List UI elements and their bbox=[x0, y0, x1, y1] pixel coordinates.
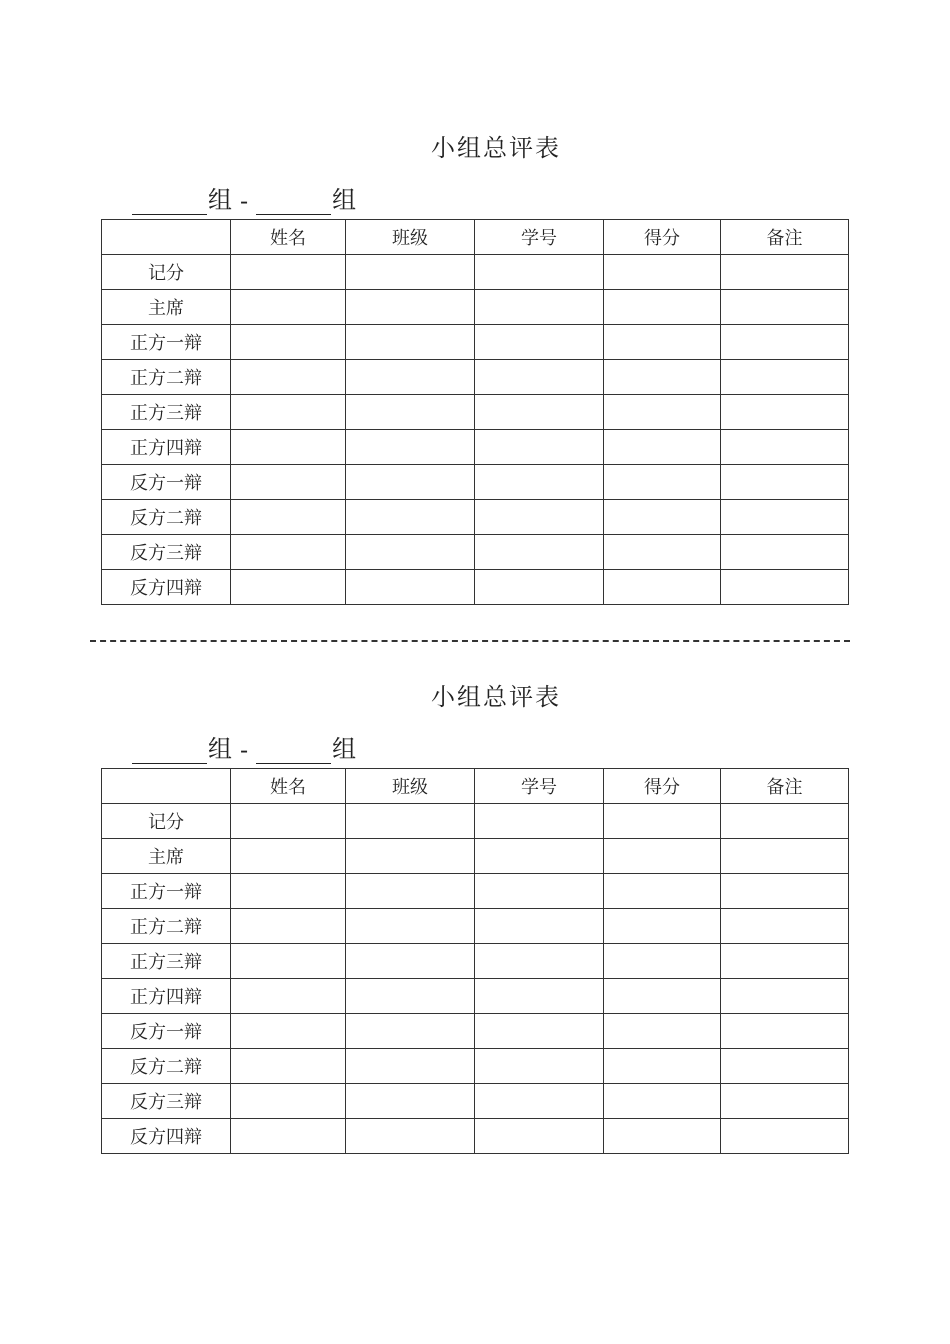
header-cell: 备注 bbox=[721, 769, 849, 804]
score-cell[interactable] bbox=[604, 465, 721, 500]
student-id-cell[interactable] bbox=[475, 1014, 604, 1049]
student-id-cell[interactable] bbox=[475, 1119, 604, 1154]
table-row bbox=[102, 944, 849, 979]
name-cell[interactable] bbox=[231, 1119, 346, 1154]
row-label: 反方三辩 bbox=[102, 1084, 231, 1119]
row-label: 反方一辩 bbox=[102, 1014, 231, 1049]
score-cell[interactable] bbox=[604, 255, 721, 290]
name-cell[interactable] bbox=[231, 395, 346, 430]
class-cell[interactable] bbox=[346, 325, 475, 360]
table-row bbox=[102, 325, 849, 360]
header-cell bbox=[102, 769, 231, 804]
student-id-cell[interactable] bbox=[475, 874, 604, 909]
score-cell[interactable] bbox=[604, 395, 721, 430]
row-label: 正方一辩 bbox=[102, 874, 231, 909]
table-row bbox=[102, 1014, 849, 1049]
name-cell[interactable] bbox=[231, 500, 346, 535]
name-cell[interactable] bbox=[231, 430, 346, 465]
remarks-cell[interactable] bbox=[721, 465, 849, 500]
group-b-blank[interactable] bbox=[256, 186, 331, 215]
name-cell[interactable] bbox=[231, 909, 346, 944]
table-header-row bbox=[102, 220, 849, 255]
group-a-blank[interactable] bbox=[132, 735, 207, 764]
score-cell[interactable] bbox=[604, 909, 721, 944]
class-cell[interactable] bbox=[346, 360, 475, 395]
remarks-cell[interactable] bbox=[721, 839, 849, 874]
remarks-cell[interactable] bbox=[721, 500, 849, 535]
name-cell[interactable] bbox=[231, 325, 346, 360]
header-cell: 姓名 bbox=[231, 220, 346, 255]
class-cell[interactable] bbox=[346, 1014, 475, 1049]
name-cell[interactable] bbox=[231, 1014, 346, 1049]
row-label: 正方一辩 bbox=[102, 325, 231, 360]
header-cell bbox=[102, 220, 231, 255]
row-label: 正方二辩 bbox=[102, 360, 231, 395]
table-row bbox=[102, 535, 849, 570]
name-cell[interactable] bbox=[231, 804, 346, 839]
row-label: 主席 bbox=[102, 290, 231, 325]
student-id-cell[interactable] bbox=[475, 839, 604, 874]
row-label: 反方三辩 bbox=[102, 535, 231, 570]
class-cell[interactable] bbox=[346, 979, 475, 1014]
group-b-suffix: 组 bbox=[332, 186, 357, 214]
row-label: 正方四辩 bbox=[102, 430, 231, 465]
table-row bbox=[102, 500, 849, 535]
student-id-cell[interactable] bbox=[475, 1084, 604, 1119]
name-cell[interactable] bbox=[231, 874, 346, 909]
group-b-blank[interactable] bbox=[256, 735, 331, 764]
score-table bbox=[101, 219, 849, 605]
row-label: 反方一辩 bbox=[102, 465, 231, 500]
table-row bbox=[102, 839, 849, 874]
class-cell[interactable] bbox=[346, 535, 475, 570]
cut-line-divider bbox=[90, 640, 850, 642]
student-id-cell[interactable] bbox=[475, 909, 604, 944]
class-cell[interactable] bbox=[346, 944, 475, 979]
row-label: 正方四辩 bbox=[102, 979, 231, 1014]
score-cell[interactable] bbox=[604, 1119, 721, 1154]
table-row bbox=[102, 290, 849, 325]
remarks-cell[interactable] bbox=[721, 395, 849, 430]
class-cell[interactable] bbox=[346, 909, 475, 944]
student-id-cell[interactable] bbox=[475, 944, 604, 979]
class-cell[interactable] bbox=[346, 395, 475, 430]
score-cell[interactable] bbox=[604, 804, 721, 839]
row-label: 反方四辩 bbox=[102, 570, 231, 605]
student-id-cell[interactable] bbox=[475, 290, 604, 325]
remarks-cell[interactable] bbox=[721, 1049, 849, 1084]
remarks-cell[interactable] bbox=[721, 944, 849, 979]
name-cell[interactable] bbox=[231, 1049, 346, 1084]
header-cell: 学号 bbox=[475, 769, 604, 804]
header-cell: 学号 bbox=[475, 220, 604, 255]
remarks-cell[interactable] bbox=[721, 804, 849, 839]
group-a-suffix: 组 bbox=[208, 735, 232, 763]
remarks-cell[interactable] bbox=[721, 535, 849, 570]
student-id-cell[interactable] bbox=[475, 1049, 604, 1084]
remarks-cell[interactable] bbox=[721, 979, 849, 1014]
score-cell[interactable] bbox=[604, 325, 721, 360]
class-cell[interactable] bbox=[346, 290, 475, 325]
score-cell[interactable] bbox=[604, 944, 721, 979]
score-cell[interactable] bbox=[604, 570, 721, 605]
sheet-title: 小组总评表 bbox=[431, 134, 561, 162]
row-label: 反方二辩 bbox=[102, 1049, 231, 1084]
remarks-cell[interactable] bbox=[721, 1119, 849, 1154]
group-b-suffix: 组 bbox=[332, 735, 357, 763]
header-cell: 班级 bbox=[346, 220, 475, 255]
student-id-cell[interactable] bbox=[475, 500, 604, 535]
table-row bbox=[102, 395, 849, 430]
score-cell[interactable] bbox=[604, 839, 721, 874]
remarks-cell[interactable] bbox=[721, 570, 849, 605]
table-row bbox=[102, 570, 849, 605]
name-cell[interactable] bbox=[231, 944, 346, 979]
student-id-cell[interactable] bbox=[475, 465, 604, 500]
header-cell: 姓名 bbox=[231, 769, 346, 804]
student-id-cell[interactable] bbox=[475, 979, 604, 1014]
table-row bbox=[102, 909, 849, 944]
group-a-suffix: 组 bbox=[208, 186, 232, 214]
table-row bbox=[102, 1084, 849, 1119]
remarks-cell[interactable] bbox=[721, 325, 849, 360]
header-cell: 备注 bbox=[721, 220, 849, 255]
class-cell[interactable] bbox=[346, 255, 475, 290]
student-id-cell[interactable] bbox=[475, 535, 604, 570]
remarks-cell[interactable] bbox=[721, 874, 849, 909]
score-cell[interactable] bbox=[604, 979, 721, 1014]
class-cell[interactable] bbox=[346, 500, 475, 535]
class-cell[interactable] bbox=[346, 1049, 475, 1084]
table-header-row bbox=[102, 769, 849, 804]
table-row bbox=[102, 360, 849, 395]
table-row bbox=[102, 1049, 849, 1084]
table-row bbox=[102, 1119, 849, 1154]
name-cell[interactable] bbox=[231, 570, 346, 605]
class-cell[interactable] bbox=[346, 465, 475, 500]
remarks-cell[interactable] bbox=[721, 290, 849, 325]
table-row bbox=[102, 979, 849, 1014]
student-id-cell[interactable] bbox=[475, 570, 604, 605]
student-id-cell[interactable] bbox=[475, 360, 604, 395]
student-id-cell[interactable] bbox=[475, 325, 604, 360]
class-cell[interactable] bbox=[346, 1084, 475, 1119]
name-cell[interactable] bbox=[231, 535, 346, 570]
score-table bbox=[101, 768, 849, 1154]
table-row bbox=[102, 430, 849, 465]
class-cell[interactable] bbox=[346, 839, 475, 874]
class-cell[interactable] bbox=[346, 570, 475, 605]
score-cell[interactable] bbox=[604, 535, 721, 570]
name-cell[interactable] bbox=[231, 255, 346, 290]
remarks-cell[interactable] bbox=[721, 1014, 849, 1049]
table-row bbox=[102, 255, 849, 290]
row-label: 记分 bbox=[102, 804, 231, 839]
remarks-cell[interactable] bbox=[721, 255, 849, 290]
row-label: 反方四辩 bbox=[102, 1119, 231, 1154]
class-cell[interactable] bbox=[346, 874, 475, 909]
row-label: 记分 bbox=[102, 255, 231, 290]
name-cell[interactable] bbox=[231, 290, 346, 325]
table-row bbox=[102, 465, 849, 500]
score-cell[interactable] bbox=[604, 500, 721, 535]
class-cell[interactable] bbox=[346, 430, 475, 465]
group-match-line bbox=[132, 729, 356, 764]
name-cell[interactable] bbox=[231, 465, 346, 500]
class-cell[interactable] bbox=[346, 1119, 475, 1154]
score-cell[interactable] bbox=[604, 430, 721, 465]
table-row bbox=[102, 804, 849, 839]
sheet-title: 小组总评表 bbox=[431, 683, 561, 711]
score-cell[interactable] bbox=[604, 1049, 721, 1084]
student-id-cell[interactable] bbox=[475, 804, 604, 839]
name-cell[interactable] bbox=[231, 1084, 346, 1119]
score-cell[interactable] bbox=[604, 874, 721, 909]
row-label: 反方二辩 bbox=[102, 500, 231, 535]
name-cell[interactable] bbox=[231, 839, 346, 874]
header-cell: 班级 bbox=[346, 769, 475, 804]
name-cell[interactable] bbox=[231, 979, 346, 1014]
group-dash: - bbox=[240, 736, 249, 764]
score-cell[interactable] bbox=[604, 1014, 721, 1049]
name-cell[interactable] bbox=[231, 360, 346, 395]
group-dash: - bbox=[240, 187, 249, 215]
row-label: 主席 bbox=[102, 839, 231, 874]
row-label: 正方三辩 bbox=[102, 944, 231, 979]
remarks-cell[interactable] bbox=[721, 360, 849, 395]
remarks-cell[interactable] bbox=[721, 430, 849, 465]
remarks-cell[interactable] bbox=[721, 909, 849, 944]
row-label: 正方三辩 bbox=[102, 395, 231, 430]
score-cell[interactable] bbox=[604, 360, 721, 395]
student-id-cell[interactable] bbox=[475, 430, 604, 465]
remarks-cell[interactable] bbox=[721, 1084, 849, 1119]
group-match-line bbox=[132, 180, 356, 215]
header-cell: 得分 bbox=[604, 769, 721, 804]
header-cell: 得分 bbox=[604, 220, 721, 255]
class-cell[interactable] bbox=[346, 804, 475, 839]
group-a-blank[interactable] bbox=[132, 186, 207, 215]
row-label: 正方二辩 bbox=[102, 909, 231, 944]
student-id-cell[interactable] bbox=[475, 255, 604, 290]
table-row bbox=[102, 874, 849, 909]
score-cell[interactable] bbox=[604, 290, 721, 325]
score-cell[interactable] bbox=[604, 1084, 721, 1119]
student-id-cell[interactable] bbox=[475, 395, 604, 430]
